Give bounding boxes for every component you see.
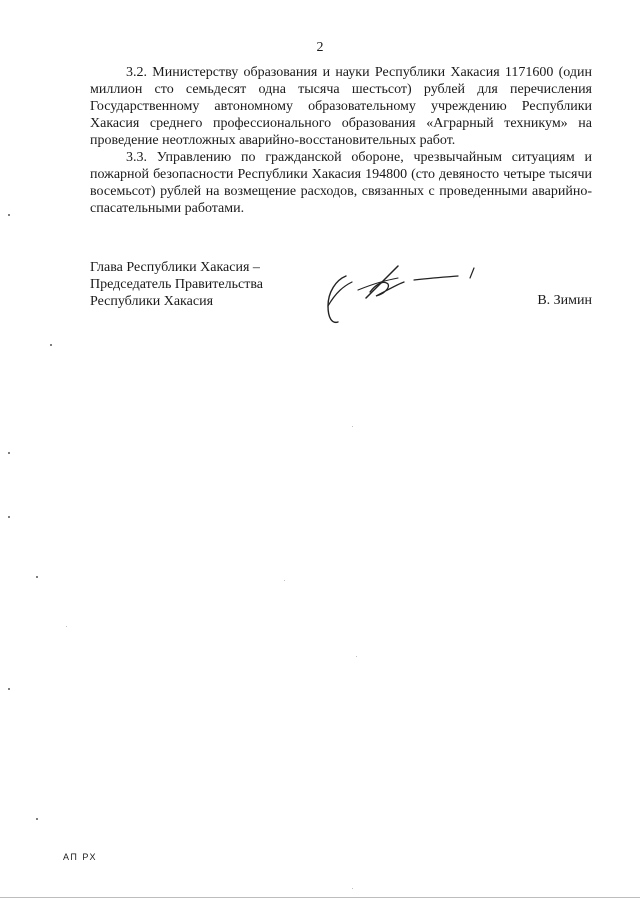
paragraph-3-2: 3.2. Министерству образования и науки Республики Хакасия 1171600 (один миллион сто семьдесят одна тысяча шестьсот) рублей для перечисления Государственному автономному образовательному учреждению Республики Хакасия среднего профессионального образования «Аграрный техникум» на проведение неотложных аварийно-восстановительных работ. (90, 65, 592, 148)
scan-speck (352, 888, 353, 889)
scan-speck (36, 576, 38, 578)
scan-speck (8, 688, 10, 690)
paragraph-3-3: 3.3. Управлению по гражданской обороне, чрезвычайным ситуациям и пожарной безопасности Республики Хакасия 194800 (сто девяносто четыре тысячи восемьсот) рублей на возмещение расходов, связанных с проведенными аварийно-спасательными работами. (90, 150, 592, 216)
signatory-name: В. Зимин (537, 293, 592, 308)
scan-speck (8, 452, 10, 454)
signatory-position-line: Председатель Правительства (90, 277, 263, 292)
scan-speck (8, 516, 10, 518)
scan-speck (8, 214, 10, 216)
scan-speck (352, 426, 353, 427)
signatory-position (90, 259, 263, 310)
page-bottom-edge (0, 897, 640, 898)
scan-speck (66, 626, 67, 627)
footer-mark: АП РХ (63, 852, 97, 862)
document-body (90, 64, 592, 217)
handwritten-signature (318, 262, 488, 328)
page-number: 2 (316, 40, 324, 55)
scan-speck (284, 580, 285, 581)
scan-speck (36, 818, 38, 820)
signatory-position-line: Глава Республики Хакасия – (90, 260, 260, 275)
scan-speck (356, 656, 357, 657)
scan-speck (50, 344, 52, 346)
signatory-position-line: Республики Хакасия (90, 294, 214, 309)
